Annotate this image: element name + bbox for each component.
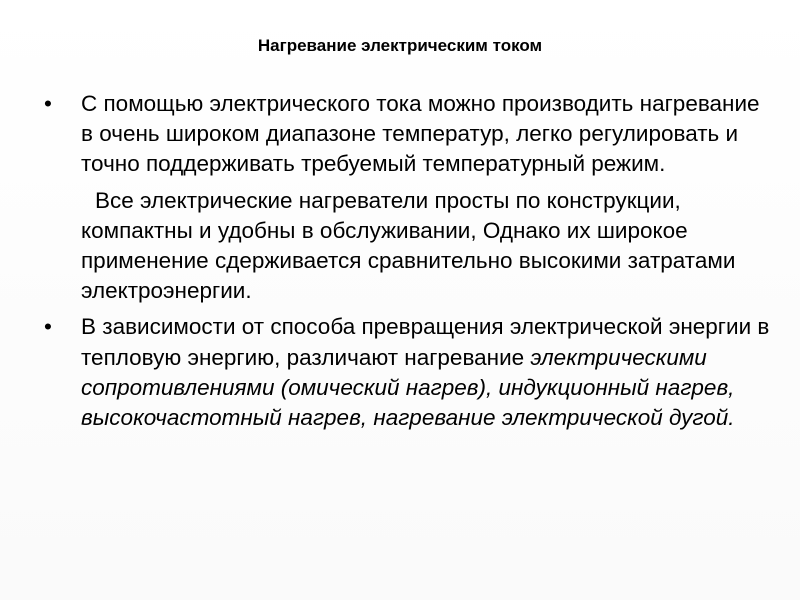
bullet-marker: • bbox=[44, 314, 52, 340]
paragraph-text: Все электрические нагреватели просты по конструкции, компактны и удобны в обслуживании, Однако их широкое применение сдерживается сравнительно высокими затратами электроэнергии. bbox=[81, 187, 736, 304]
bullet-item bbox=[44, 89, 774, 180]
bullet-marker: • bbox=[44, 91, 52, 116]
bullet-item bbox=[44, 312, 774, 433]
bullet-text-plain: В зависимости от способа превращения электрической энергии в тепловую энергию, различают нагревание bbox=[81, 314, 770, 370]
bullet-text-italic: электрическими сопротивлениями (омический нагрев), индукционный нагрев, высокочастотный нагрев, нагревание электрической дугой. bbox=[81, 344, 735, 431]
slide-content bbox=[44, 89, 774, 433]
paragraph bbox=[81, 186, 774, 307]
slide-title: Нагревание электрическим током bbox=[257, 36, 543, 55]
bullet-text: С помощью электрического тока можно производить нагревание в очень широком диапазоне температур, легко регулировать и точно поддерживать требуемый температурный режим. bbox=[81, 91, 760, 177]
bullet-text bbox=[81, 312, 774, 433]
